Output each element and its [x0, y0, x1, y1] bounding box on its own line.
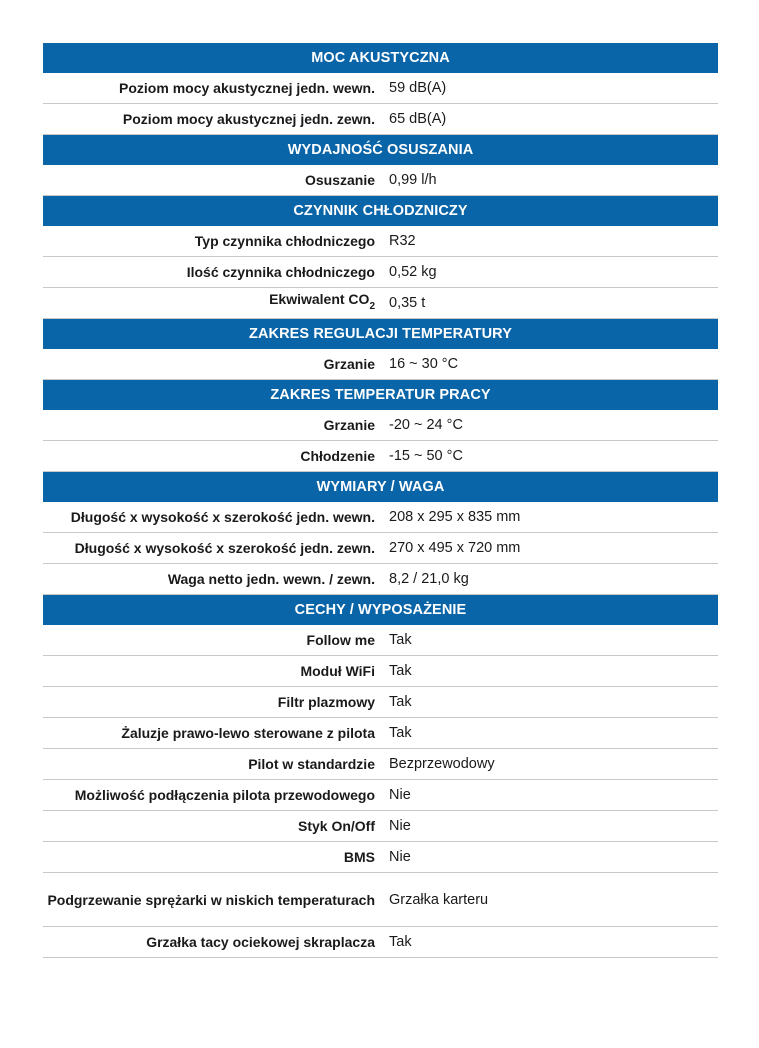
section-header: MOC AKUSTYCZNA [43, 43, 718, 73]
spec-label-text: Długość x wysokość x szerokość jedn. zewn. [74, 540, 375, 556]
spec-value: 208 x 295 x 835 mm [389, 509, 521, 525]
spec-label [43, 537, 375, 559]
spec-label [43, 288, 375, 318]
spec-label-text: Podgrzewanie sprężarki w niskich temperaturach [47, 891, 375, 908]
spec-label [43, 815, 375, 837]
spec-label-text: Ekwiwalent CO [269, 291, 370, 307]
spec-value: 16 ~ 30 °C [389, 356, 459, 372]
spec-value: -20 ~ 24 °C [389, 417, 463, 433]
spec-row [43, 687, 718, 718]
spec-value: Tak [389, 694, 412, 710]
spec-value: -15 ~ 50 °C [389, 448, 463, 464]
spec-label-text: Waga netto jedn. wewn. / zewn. [167, 571, 375, 587]
spec-label [43, 629, 375, 651]
spec-label [43, 931, 375, 953]
spec-row [43, 873, 718, 927]
spec-row [43, 73, 718, 104]
spec-value: Tak [389, 632, 412, 648]
spec-row [43, 564, 718, 595]
spec-label [43, 108, 375, 130]
spec-label-text: Grzałka tacy ociekowej skraplacza [146, 934, 375, 950]
spec-row [43, 441, 718, 472]
spec-value: 270 x 495 x 720 mm [389, 540, 521, 556]
spec-label-text: Ilość czynnika chłodniczego [186, 264, 375, 280]
spec-row [43, 502, 718, 533]
spec-label-text: Grzanie [323, 417, 375, 433]
spec-label-text: Poziom mocy akustycznej jedn. wewn. [119, 80, 375, 96]
spec-label-text: Długość x wysokość x szerokość jedn. wewn. [70, 509, 375, 525]
spec-label [43, 568, 375, 590]
spec-row [43, 656, 718, 687]
spec-label [43, 414, 375, 436]
spec-value: Tak [389, 725, 412, 741]
section-header: ZAKRES REGULACJI TEMPERATURY [43, 319, 718, 349]
spec-label [43, 889, 375, 911]
spec-label-text: Follow me [306, 632, 375, 648]
spec-row [43, 226, 718, 257]
spec-label-text: Moduł WiFi [300, 663, 375, 679]
spec-row [43, 625, 718, 656]
spec-label-text: Możliwość podłączenia pilota przewodowego [74, 787, 375, 803]
spec-row [43, 349, 718, 380]
spec-row [43, 749, 718, 780]
spec-row [43, 842, 718, 873]
section-header: WYDAJNOŚĆ OSUSZANIA [43, 135, 718, 165]
section-header: CZYNNIK CHŁODZNICZY [43, 196, 718, 226]
spec-label [43, 230, 375, 252]
spec-label-text: Styk On/Off [297, 818, 375, 834]
spec-label-text: Grzanie [323, 356, 375, 372]
section-header: WYMIARY / WAGA [43, 472, 718, 502]
subscript: 2 [369, 301, 375, 312]
spec-label [43, 77, 375, 99]
spec-value: Nie [389, 818, 411, 834]
spec-row [43, 257, 718, 288]
spec-label-text: Chłodzenie [300, 448, 375, 464]
spec-label [43, 169, 375, 191]
spec-label [43, 660, 375, 682]
spec-row [43, 780, 718, 811]
spec-label [43, 506, 375, 528]
spec-row [43, 533, 718, 564]
spec-label [43, 261, 375, 283]
spec-value: Tak [389, 663, 412, 679]
spec-value: Nie [389, 787, 411, 803]
spec-label [43, 353, 375, 375]
spec-row [43, 927, 718, 958]
spec-row [43, 165, 718, 196]
spec-label [43, 753, 375, 775]
spec-label-text: Żaluzje prawo-lewo sterowane z pilota [121, 725, 375, 741]
section-header: ZAKRES TEMPERATUR PRACY [43, 380, 718, 410]
spec-label-text: Filtr plazmowy [277, 694, 375, 710]
spec-row [43, 288, 718, 319]
spec-value: 59 dB(A) [389, 80, 447, 96]
spec-value: 0,99 l/h [389, 172, 437, 188]
spec-row [43, 811, 718, 842]
spec-value: Grzałka karteru [389, 891, 489, 908]
spec-label [43, 846, 375, 868]
spec-row [43, 410, 718, 441]
spec-value: 0,35 t [389, 295, 426, 311]
spec-label [43, 784, 375, 806]
spec-row [43, 718, 718, 749]
spec-label-text: Osuszanie [304, 172, 375, 188]
spec-value: R32 [389, 233, 416, 249]
spec-row [43, 104, 718, 135]
spec-value: 8,2 / 21,0 kg [389, 571, 469, 587]
spec-label [43, 445, 375, 467]
spec-value: 65 dB(A) [389, 111, 447, 127]
spec-value: Tak [389, 934, 412, 950]
spec-label-text: Poziom mocy akustycznej jedn. zewn. [122, 111, 375, 127]
section-header: CECHY / WYPOSAŻENIE [43, 595, 718, 625]
spec-value: 0,52 kg [389, 264, 437, 280]
spec-value: Bezprzewodowy [389, 756, 495, 772]
spec-label-text: BMS [343, 849, 375, 865]
spec-label-text: Typ czynnika chłodniczego [194, 233, 375, 249]
spec-table [43, 43, 718, 958]
spec-label [43, 691, 375, 713]
spec-label [43, 722, 375, 744]
spec-value: Nie [389, 849, 411, 865]
spec-label-text: Pilot w standardzie [248, 756, 375, 772]
